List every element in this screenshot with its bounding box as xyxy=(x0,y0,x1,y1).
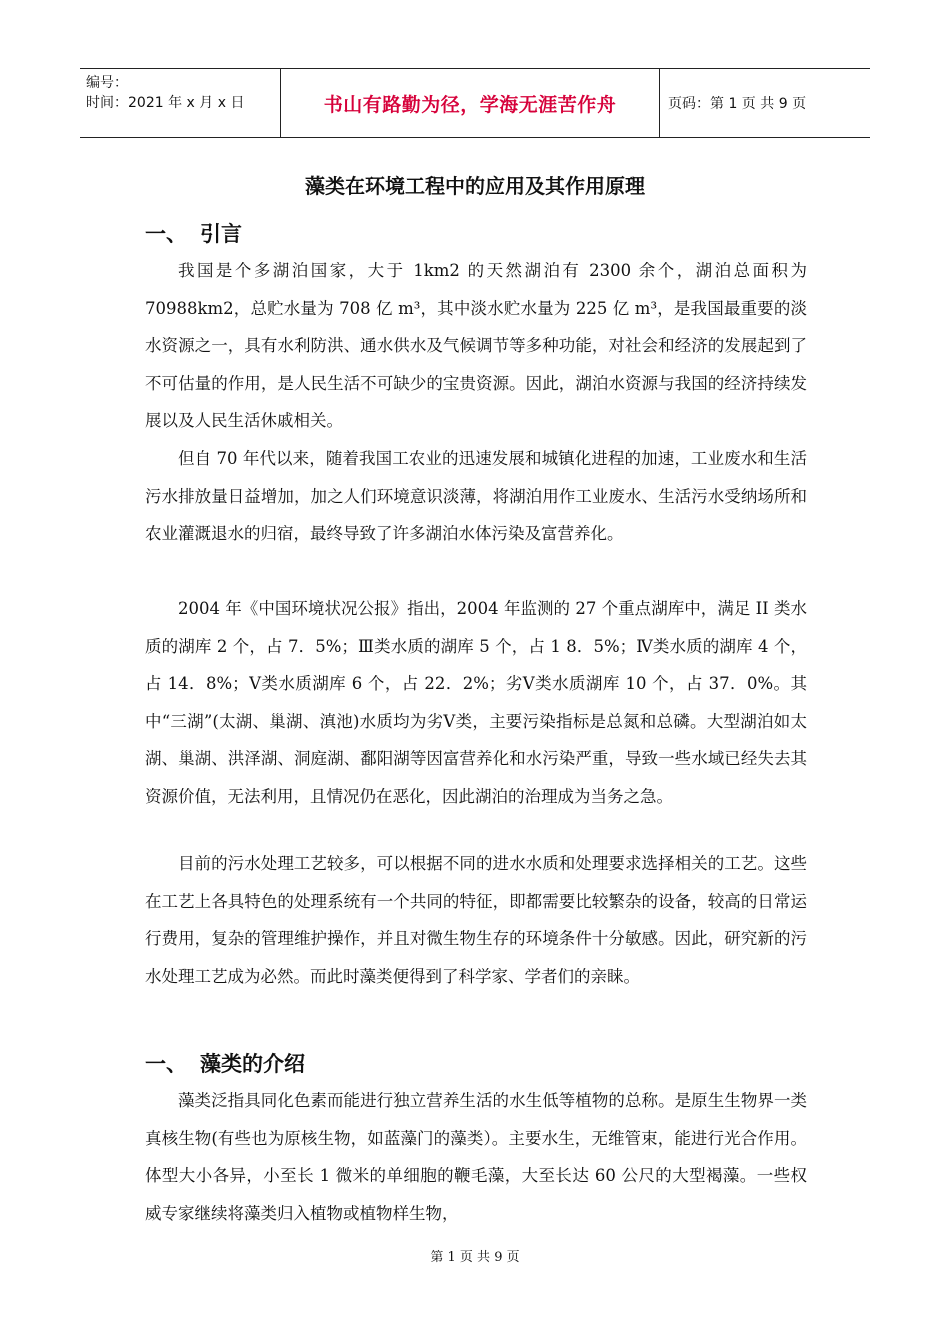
paragraph: 2004 年《中国环境状况公报》指出，2004 年监测的 27 个重点湖库中，满足 II 类水质的湖库 2 个，占 7．5%；Ⅲ类水质的湖库 5 个，占 1 8．5%；Ⅳ类水质的湖库 4 个，占 14．8%；Ⅴ类水质湖库 6 个，占 22．2%；劣Ⅴ类水质湖库 10 个，占 37．0%。其中“三湖”(太湖、巢湖、滇池)水质均为劣Ⅴ类，主要污染指标是总氮和总磷。大型湖泊如太湖、巢湖、洪泽湖、洞庭湖、鄱阳湖等因富营养化和水污染严重，导致一些水域已经失去其资源价值，无法利用，且情况仍在恶化，因此湖泊的治理成为当务之急。 xyxy=(145,599,807,806)
section-number: 一、 xyxy=(145,1052,187,1076)
page-info: 页码：第 1 页 共 9 页 xyxy=(668,96,807,112)
paragraph: 但自 70 年代以来，随着我国工农业的迅速发展和城镇化进程的加速，工业废水和生活污水排放量日益增加，加之人们环境意识淡薄，将湖泊用作工业废水、生活污水受纳场所和农业灌溉退水的归宿，最终导致了许多湖泊水体污染及富营养化。 xyxy=(145,449,807,543)
paragraph: 藻类泛指具同化色素而能进行独立营养生活的水生低等植物的总称。是原生生物界一类真核生物(有些也为原核生物，如蓝藻门的藻类）。主要水生，无维管束，能进行光合作用。体型大小各异，小至长 1 微米的单细胞的鞭毛藻，大至长达 60 公尺的大型褐藻。一些权威专家继续将藻类归入植物或植物样生物， xyxy=(145,1091,807,1223)
section-title: 引言 xyxy=(200,222,242,246)
header-meta-cell xyxy=(80,69,281,137)
paragraph: 我国是个多湖泊国家，大于 1km2 的天然湖泊有 2300 余个，湖泊总面积为 70988km2，总贮水量为 708 亿 m³，其中淡水贮水量为 225 亿 m³，是我国最重要的淡水资源之一，具有水利防洪、通水供水及气候调节等多种功能，对社会和经济的发展起到了不可估量的作用，是人民生活不可缺少的宝贵资源。因此，湖泊水资源与我国的经济持续发展以及人民生活休戚相关。 xyxy=(145,261,807,430)
section-heading-algae xyxy=(145,1048,305,1078)
header-page-cell xyxy=(660,69,870,137)
document-title: 藻类在环境工程中的应用及其作用原理 xyxy=(305,174,645,198)
section-number: 一、 xyxy=(145,222,187,246)
header-motto-cell xyxy=(281,69,660,137)
paragraph: 目前的污水处理工艺较多，可以根据不同的进水水质和处理要求选择相关的工艺。这些在工艺上各具特色的处理系统有一个共同的特征，即都需要比较繁杂的设备，较高的日常运行费用，复杂的管理维护操作，并且对微生物生存的环境条件十分敏感。因此，研究新的污水处理工艺成为必然。而此时藻类便得到了科学家、学者们的亲睐。 xyxy=(145,854,807,986)
section-heading-intro xyxy=(145,218,242,248)
section-title: 藻类的介绍 xyxy=(200,1052,305,1076)
code-label: 编号： xyxy=(86,75,128,91)
motto: 书山有路勤为径，学海无涯苦作舟 xyxy=(323,93,617,116)
date-label: 时间：2021 年 x 月 x 日 xyxy=(86,95,245,111)
page-footer: 第 1 页 共 9 页 xyxy=(430,1250,520,1265)
header-table xyxy=(80,68,870,138)
